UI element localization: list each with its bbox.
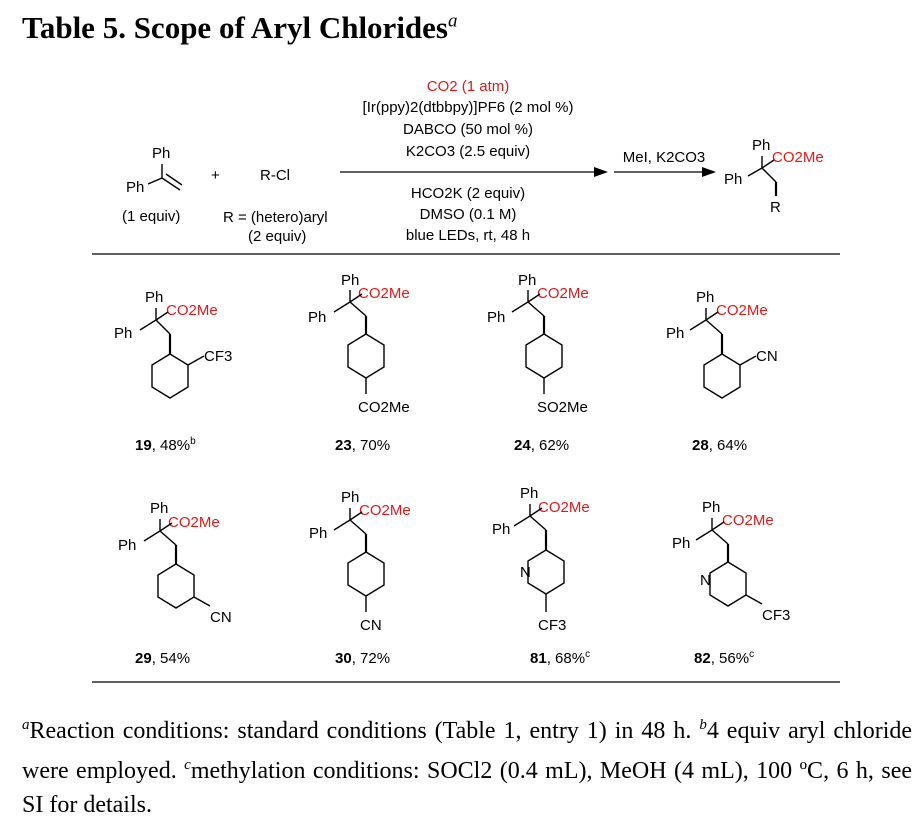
compound-29-yield: 54%	[160, 650, 191, 667]
footnote-a-text: Reaction conditions: standard conditions (Table 1, entry 1) in 48 h.	[29, 718, 692, 744]
footnote-a-mark: a	[22, 717, 30, 733]
compound-23-id: 23	[335, 437, 352, 454]
compound-81-ph-left: Ph	[492, 521, 511, 538]
compound-29-ph-top: Ph	[150, 500, 169, 517]
table-title-text: Table 5. Scope of Aryl Chlorides	[22, 10, 448, 45]
title-footnote-mark: a	[448, 10, 458, 32]
compound-29-ph-left: Ph	[118, 537, 137, 554]
compound-82-structure	[672, 499, 790, 667]
condition-catalyst: [Ir(ppy)2(dtbbpy)]PF6 (2 mol %)	[362, 99, 574, 116]
compound-19-substituent: CF3	[204, 348, 233, 365]
aryl-chloride-equiv: (2 equiv)	[248, 228, 307, 245]
aryl-chloride-definition: R = (hetero)aryl	[223, 209, 328, 226]
product-ph-top: Ph	[752, 137, 771, 154]
compound-82-substituent: CF3	[762, 607, 791, 624]
reactant-equiv: (1 equiv)	[122, 208, 181, 225]
product-ph-left: Ph	[724, 171, 743, 188]
plus-sign: +	[211, 167, 220, 184]
compound-29-substituent: CN	[210, 609, 232, 626]
compound-82-label: 82, 56%$^c$	[694, 649, 755, 667]
compound-30-label: 30, 72%	[335, 650, 391, 667]
compound-19-ph-top: Ph	[145, 289, 164, 306]
compound-28-structure	[666, 289, 778, 454]
compound-82-ph-left: Ph	[672, 535, 691, 552]
compound-29-structure	[118, 500, 232, 667]
table-footnotes	[22, 708, 912, 822]
compound-81-ph-top: Ph	[520, 485, 539, 502]
compound-30-substituent: CN	[360, 617, 382, 634]
compound-24-substituent: SO2Me	[537, 399, 588, 416]
compound-23-ester: CO2Me	[358, 285, 410, 302]
compound-29-ester: CO2Me	[168, 514, 220, 531]
condition-dabco: DABCO (50 mol %)	[402, 121, 534, 138]
compound-23-label: 23, 70%	[335, 437, 391, 454]
compound-23-structure	[308, 272, 410, 454]
footnote-b-text: 4 equiv aryl chloride were employed.	[22, 718, 913, 784]
compound-81-heteroatom: N	[520, 564, 531, 581]
reactant-ph-top: Ph	[152, 145, 171, 162]
compound-23-substituent: CO2Me	[358, 399, 410, 416]
compound-28-id: 28	[692, 437, 709, 454]
compound-28-ph-left: Ph	[666, 325, 685, 342]
compound-81-yield: 68%	[555, 650, 586, 667]
reaction-arrow	[340, 78, 608, 244]
compound-82-yield: 56%	[719, 650, 750, 667]
footnote-b-mark: b	[699, 717, 707, 733]
product-r-group: R	[770, 199, 781, 216]
compound-29-label: 29, 54%	[135, 650, 191, 667]
compound-30-structure	[309, 489, 411, 667]
compound-82-heteroatom: N	[700, 572, 711, 589]
compound-30-ester: CO2Me	[359, 502, 411, 519]
compound-30-ph-top: Ph	[341, 489, 360, 506]
compound-82-ester: CO2Me	[722, 512, 774, 529]
compound-24-yield: 62%	[539, 437, 570, 454]
compound-28-substituent: CN	[756, 348, 778, 365]
product-ester: CO2Me	[772, 149, 824, 166]
compound-24-ph-top: Ph	[518, 272, 537, 289]
compound-82-note: c	[749, 649, 755, 660]
condition-base: K2CO3 (2.5 equiv)	[405, 143, 531, 160]
compound-28-ester: CO2Me	[716, 302, 768, 319]
methylation-conditions: MeI, K2CO3	[622, 149, 706, 166]
footnote-c-mark: c	[184, 757, 191, 773]
compound-28-yield: 64%	[717, 437, 748, 454]
reactant-diphenylethylene	[122, 145, 182, 225]
compound-28-label: 28, 64%	[692, 437, 748, 454]
condition-light: blue LEDs, rt, 48 h	[405, 227, 531, 244]
condition-co2: CO2 (1 atm)	[426, 78, 510, 95]
compound-81-note: c	[585, 649, 591, 660]
general-product	[724, 137, 824, 216]
compound-28-ph-top: Ph	[696, 289, 715, 306]
condition-formate: HCO2K (2 equiv)	[410, 185, 526, 202]
methylation-arrow	[614, 149, 716, 177]
compound-23-yield: 70%	[360, 437, 391, 454]
compound-23-ph-left: Ph	[308, 309, 327, 326]
reactant-aryl-chloride	[223, 167, 328, 245]
compound-19-ph-left: Ph	[114, 325, 133, 342]
reactant-ph-left: Ph	[126, 179, 145, 196]
compound-24-ph-left: Ph	[487, 309, 506, 326]
compound-30-id: 30	[335, 650, 352, 667]
compound-19-id: 19	[135, 437, 152, 454]
compound-30-yield: 72%	[360, 650, 391, 667]
compound-24-label: 24, 62%	[514, 437, 570, 454]
compound-81-structure	[492, 485, 590, 667]
aryl-chloride-formula: R-Cl	[260, 167, 290, 184]
compound-19-yield: 48%	[160, 437, 191, 454]
compound-19-ester: CO2Me	[166, 302, 218, 319]
compound-23-ph-top: Ph	[341, 272, 360, 289]
compound-30-ph-left: Ph	[309, 525, 328, 542]
compound-81-label: 81, 68%$^c$	[530, 649, 591, 667]
compound-82-ph-top: Ph	[702, 499, 721, 516]
compound-82-id: 82	[694, 650, 711, 667]
compound-81-ester: CO2Me	[538, 499, 590, 516]
compound-81-id: 81	[530, 650, 547, 667]
footnote-c-text: methylation conditions: SOCl2 (0.4 mL), MeOH (4 mL), 100 ºC, 6 h, see SI for details.	[22, 758, 912, 818]
compound-19-label: 19, 48%$^b$	[135, 436, 196, 454]
compound-29-id: 29	[135, 650, 152, 667]
compound-19-structure	[114, 289, 232, 454]
condition-solvent: DMSO (0.1 M)	[419, 206, 517, 223]
compound-24-structure	[487, 272, 589, 454]
compound-24-ester: CO2Me	[537, 285, 589, 302]
compound-24-id: 24	[514, 437, 531, 454]
compound-19-note: b	[190, 436, 196, 447]
compound-81-substituent: CF3	[538, 617, 567, 634]
